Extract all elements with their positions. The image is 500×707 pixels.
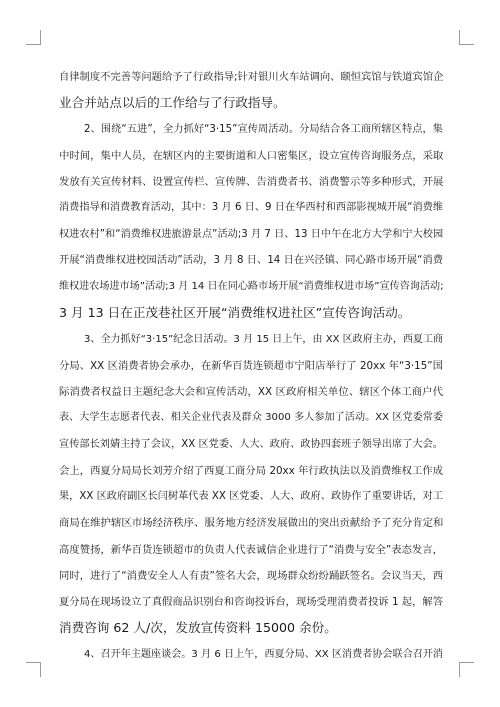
text-line: 会上，西夏分局局长刘芳介绍了西夏工商分局 20xx 年行政执法以及消费维权工作成 (59, 464, 443, 477)
paragraph-start-line: 4、召开年主题座谈会。3 月 6 日上午，西夏分局、XX 区消费者协会联合召开消 (84, 648, 443, 660)
text-line: 果，XX 区政府副区长闫树革代表 XX 区党委、人大、政府、政协作了重要讲话，对工 (59, 491, 443, 502)
text-line: 业合并站点以后的工作给与了行政指导。 (59, 95, 286, 111)
text-line: 中时间，集中人员，在辖区内的主要街道和人口密集区，设立宣传咨询服务点，采取 (59, 149, 443, 162)
text-line: 3 月 13 日在正茂巷社区开展“消费维权进社区”宣传咨询活动。 (59, 305, 411, 321)
crop-mark-top-right (459, 30, 474, 45)
text-line: 消费指导和消费教育活动，其中：3 月 6 日、9 日在华西村和西部影视城开展“消费维 (59, 202, 443, 214)
text-line: 权进农村”和“消费维权进旅游景点”活动;3 月 7 日、13 日中午在北方大学和宁大校园 (59, 228, 443, 240)
crop-mark-top-left (26, 30, 41, 45)
text-line: 表、大学生志愿者代表、相关企业代表及群众 3000 多人参加了活动。XX 区党委常委 (59, 412, 443, 424)
text-line: 消费咨询 62 人/次，发放宣传资料 15000 余份。 (59, 620, 337, 636)
text-line: 高度赞扬，新华百货连锁超市的负责人代表诚信企业进行了“消费与安全”表态发言， (59, 543, 443, 556)
text-line: 自律制度不完善等问题给予了行政指导;针对银川火车站调向、颐恒宾馆与铁道宾馆企 (59, 71, 443, 83)
paragraph-start-line: 2、围绕“五进”，全力抓好“3·15”宣传周活动。分局结合各工商所辖区特点，集 (84, 123, 443, 135)
crop-mark-bottom-left (26, 662, 41, 677)
text-line: 同时，进行了“消费安全人人有责”签名大会，现场群众纷纷踊跃签名。会议当天，西 (59, 569, 443, 582)
text-line: 夏分局在现场设立了真假商品识别台和咨询投诉台，现场受理消费者投诉 1 起，解答 (59, 596, 443, 608)
text-line: 际消费者权益日主题纪念大会和宣传活动，XX 区政府相关单位、辖区个体工商户代 (59, 386, 443, 398)
text-line: 分局、XX 区消费者协会承办，在新华百货连锁超市宁阳店举行了 20xx 年“3·15”国 (59, 359, 443, 372)
text-line: 维权进农场进市场”活动;3 月 14 日在同心路市场开展“消费维权进市场”宣传咨询活动; (59, 281, 443, 292)
text-line: 宣传部长刘婧主持了会议，XX 区党委、人大、政府、政协四套班子领导出席了大会。 (59, 438, 443, 450)
text-line: 发放有关宣传材料、设置宣传栏、宣传牌、告消费者书、消费警示等多种形式，开展 (59, 176, 443, 188)
paragraph-start-line: 3、全力抓好“3·15”纪念日活动。3 月 15 日上午，由 XX 区政府主办，西夏工商 (84, 333, 443, 345)
crop-mark-bottom-right (459, 662, 474, 677)
document-body (59, 64, 443, 684)
text-line: 开展“消费维权进校园活动”活动，3 月 8 日、14 日在兴泾镇、同心路市场开展“消费 (59, 254, 443, 266)
text-line: 商局在维护辖区市场经济秩序、服务地方经济发展做出的突出贡献给予了充分肯定和 (59, 517, 443, 530)
